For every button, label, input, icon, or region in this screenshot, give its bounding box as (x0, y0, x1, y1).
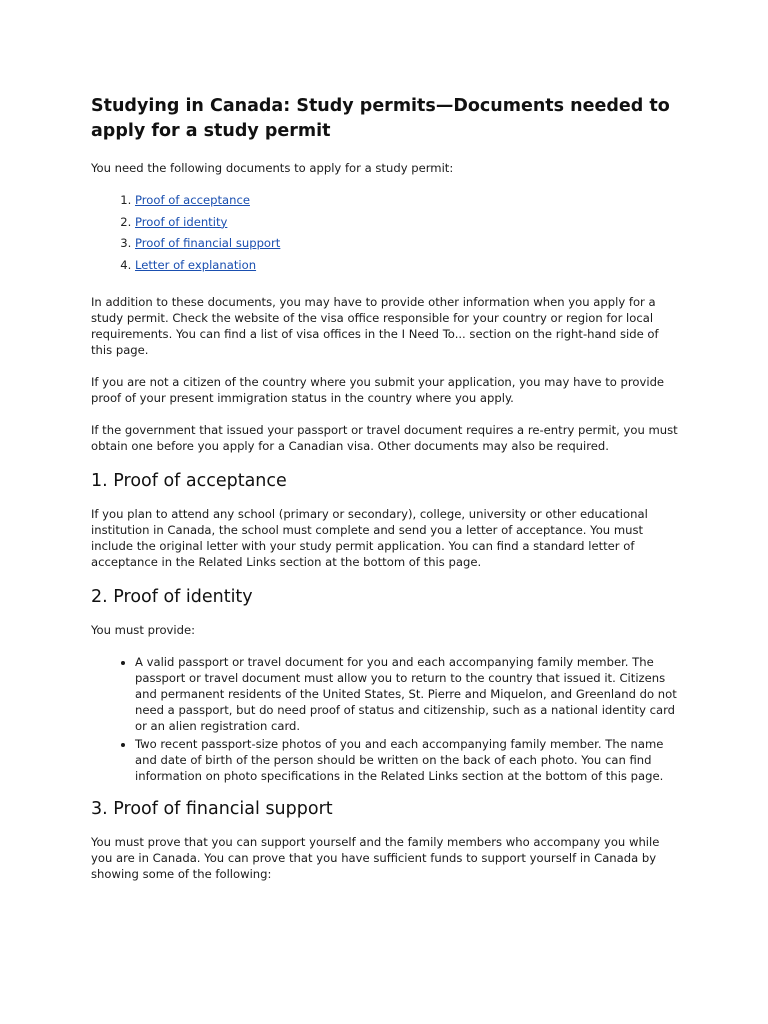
section-heading-identity: 2. Proof of identity (91, 587, 253, 607)
link-letter-of-explanation[interactable]: Letter of explanation (135, 257, 257, 272)
reentry-permit-paragraph: If the government that issued your passport or travel document requires a re-entry permit, you must obtain one before you apply for a Canadian visa. Other documents may also be required. (91, 423, 678, 453)
section-heading-acceptance: 1. Proof of acceptance (91, 471, 287, 491)
acceptance-paragraph: If you plan to attend any school (primary or secondary), college, university or other educational institution in Canada, the school must complete and send you a letter of acceptance. You must include the original letter with your study permit application. You can find a standard letter of acceptance in the Related Links section at the bottom of this page. (91, 507, 648, 569)
page-title: Studying in Canada: Study permits—Documents needed to apply for a study permit (91, 96, 670, 141)
list-item: • A valid passport or travel document for you and each accompanying family member. The passport or travel document must allow you to return to the country that issued it. Citizens and permanent residents of the United States, St. Pierre and Miquelon, and Greenland do not need a passport, but do need proof of status and citizenship, such as a national identity card or an alien registration card. (135, 654, 678, 734)
link-proof-of-acceptance[interactable]: Proof of acceptance (135, 193, 250, 207)
identity-paragraph: You must provide: (91, 623, 196, 637)
link-proof-of-identity[interactable]: Proof of identity (135, 214, 228, 229)
list-item (135, 212, 678, 234)
link-proof-of-financial-support[interactable]: Proof of financial support (135, 236, 281, 250)
required-documents-list (91, 190, 678, 276)
additional-info-paragraph: In addition to these documents, you may have to provide other information when you apply for a study permit. Check the website of the visa office responsible for your country or region for local requirements. You can find a list of visa offices in the I Need To... section on the right-hand side of this page. (91, 295, 659, 357)
identity-requirements-list (91, 654, 678, 784)
financial-paragraph: You must prove that you can support yourself and the family members who accompany you while you are in Canada. You can prove that you have sufficient funds to support yourself in Canada by showing some of the following: (91, 835, 660, 881)
list-item (135, 233, 678, 255)
intro-paragraph: You need the following documents to apply for a study permit: (91, 161, 454, 175)
list-item (135, 255, 678, 277)
section-heading-financial: 3. Proof of financial support (91, 799, 333, 819)
list-item: • Two recent passport-size photos of you and each accompanying family member. The name and date of birth of the person should be written on the back of each photo. You can find information on photo specifications in the Related Links section at the bottom of this page. (135, 736, 678, 784)
list-item (135, 190, 678, 212)
immigration-status-paragraph: If you are not a citizen of the country where you submit your application, you may have to provide proof of your present immigration status in the country where you apply. (91, 375, 665, 405)
